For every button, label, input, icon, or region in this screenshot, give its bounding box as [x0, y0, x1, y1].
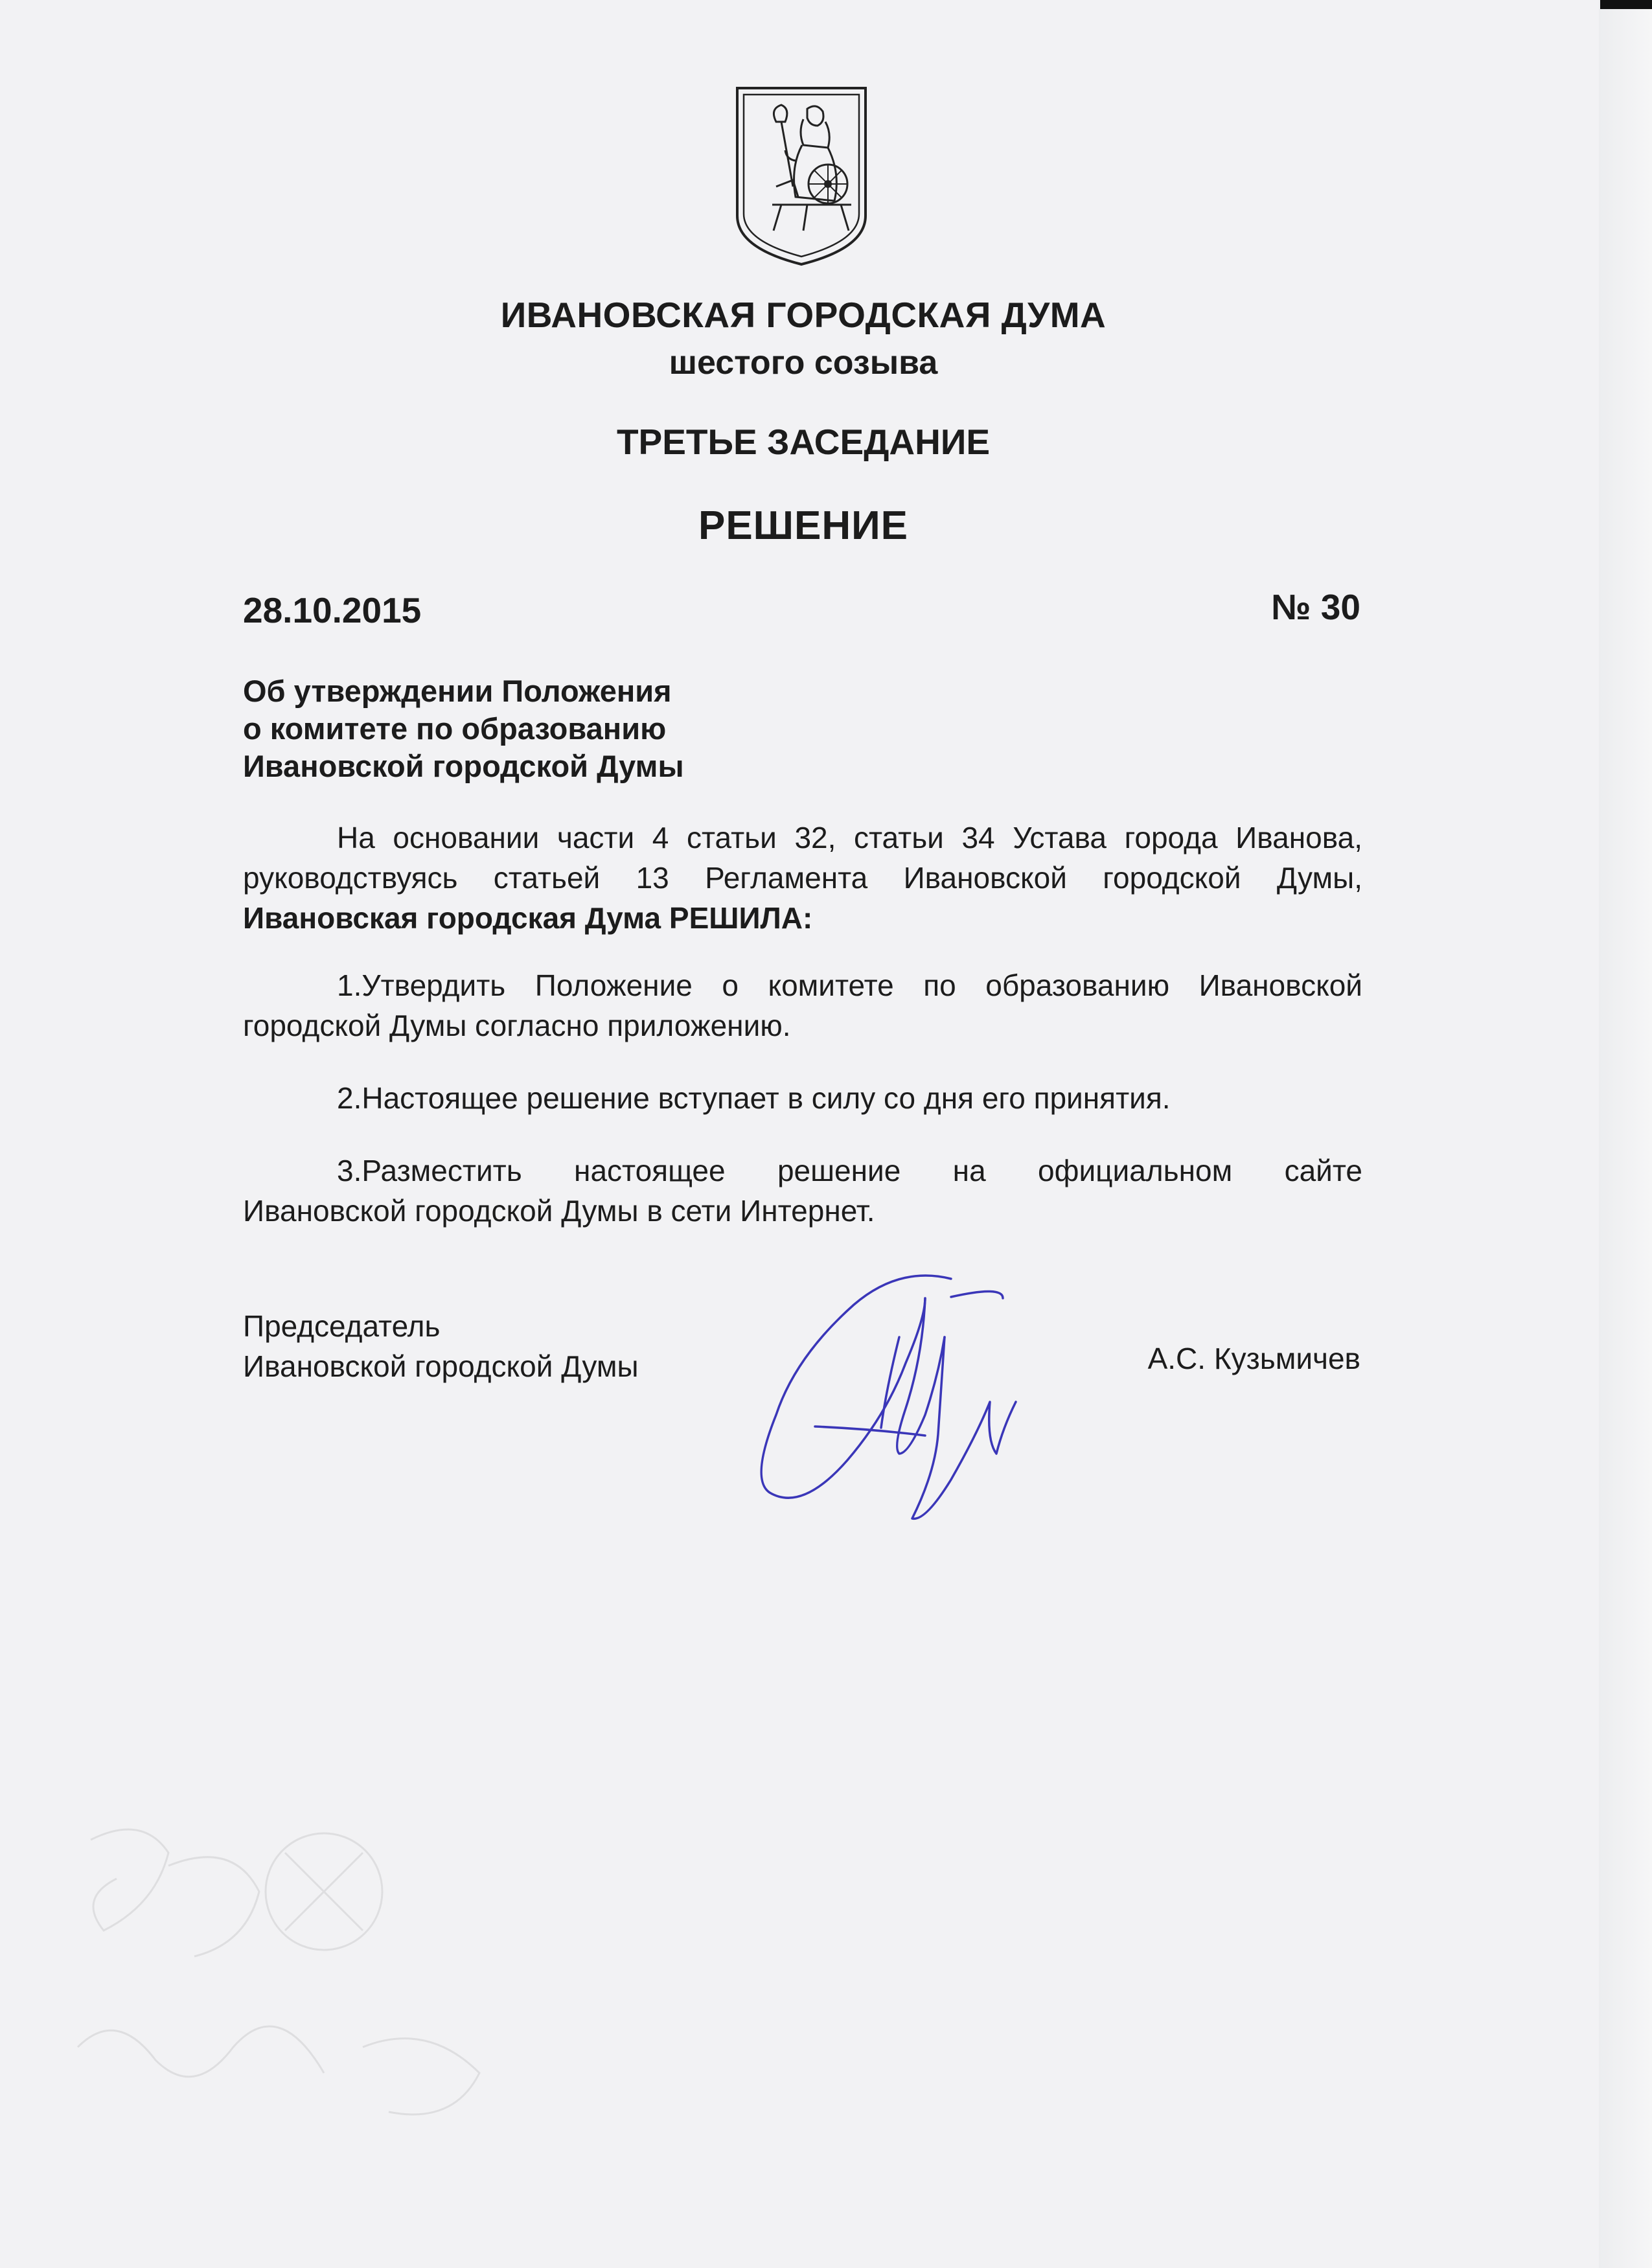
page-edge: [1599, 0, 1652, 2268]
session-title: ТРЕТЬЕ ЗАСЕДАНИЕ: [616, 422, 991, 462]
item-text: 2.Настоящее решение вступает в силу со дня его принятия.: [337, 1081, 1171, 1115]
decision-number: № 30: [1271, 587, 1360, 627]
document-type-title: РЕШЕНИЕ: [698, 503, 909, 548]
decision-subject: [243, 672, 684, 785]
signer-name: А.С. Кузьмичев: [1147, 1342, 1360, 1375]
signature-image: [731, 1259, 1081, 1531]
item-text: 3.Разместить настоящее решение на официальном сайте: [337, 1154, 1362, 1187]
item-text: 1.Утвердить Положение о комитете по образованию Ивановской городской Думы согласно приложению.: [243, 968, 1362, 1042]
decision-item-1: [243, 965, 1362, 1046]
bleed-through-marks: [65, 1801, 557, 2164]
basis-text: На основании части 4 статьи 32, статьи 34 Устава города Иванова, руководствуясь статьей 13 Регламента Ивановской городской Думы,: [243, 821, 1362, 895]
organization-title: ИВАНОВСКАЯ ГОРОДСКАЯ ДУМА: [500, 295, 1107, 335]
subject-line: о комитете по образованию: [243, 711, 667, 746]
signer-position-line: Председатель: [243, 1309, 441, 1343]
item-text: Ивановской городской Думы в сети Интернет.: [243, 1194, 875, 1228]
basis-paragraph: [243, 818, 1362, 938]
subject-line: Об утверждении Положения: [243, 674, 672, 708]
signer-position-line: Ивановской городской Думы: [243, 1349, 639, 1383]
decision-date: 28.10.2015: [243, 590, 422, 630]
convocation-subtitle: шестого созыва: [669, 344, 938, 382]
signer-position: [243, 1306, 639, 1386]
decision-item-2: [243, 1078, 1362, 1118]
decision-item-3: [243, 1151, 1362, 1231]
subject-line: Ивановской городской Думы: [243, 749, 684, 783]
scan-edge-mark: [1600, 0, 1652, 9]
basis-resolution: Ивановская городская Дума РЕШИЛА:: [243, 901, 813, 935]
coat-of-arms-icon: [731, 83, 872, 268]
